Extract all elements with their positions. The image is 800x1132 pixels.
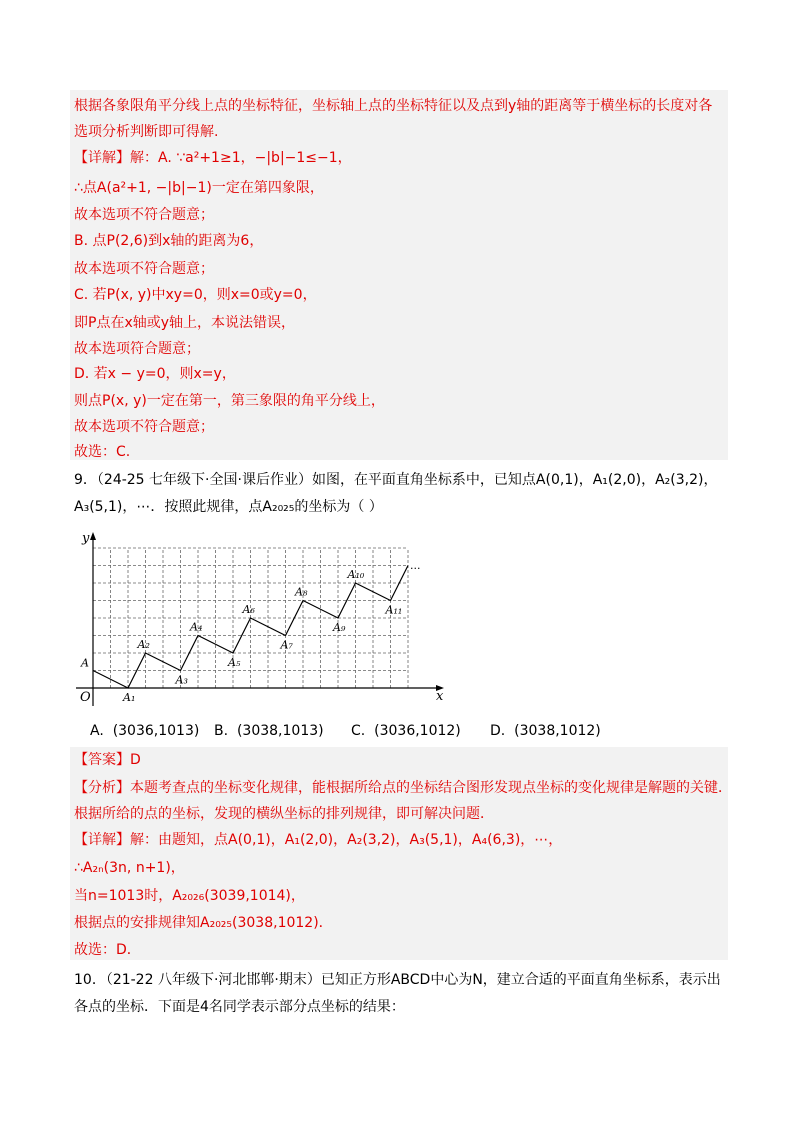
analysis-line: 根据所给的点的坐标，发现的横纵坐标的排列规律，即可解决问题．: [74, 806, 494, 822]
detail-line: C. 若P(x, y)中xy=0，则x=0或y=0，: [74, 287, 317, 303]
option-b-value: (3038,1013): [236, 723, 324, 739]
point-label: A₄: [190, 620, 203, 634]
ellipsis-label: ···: [410, 562, 421, 575]
detail-line: 【详解】解：由题知，点A(0,1)，A₁(2,0)，A₂(3,2)，A₃(5,1)，A₄(6,3)，⋯，: [74, 832, 563, 848]
detail-line: 故选：D．: [74, 942, 141, 958]
option-c-value: (3036,1012): [374, 723, 461, 739]
point-label: A₈: [295, 585, 308, 599]
detail-line: 即P点在x轴或y轴上，本说法错误，: [74, 315, 296, 331]
detail-line: 故本选项不符合题意；: [74, 207, 214, 223]
detail-line: 当n=1013时，A₂₀₂₆(3039,1014)，: [74, 888, 305, 904]
detail-line: 故本选项不符合题意；: [74, 261, 214, 277]
point-label: A₂: [137, 638, 150, 651]
origin-label: O: [80, 690, 91, 705]
option-a-letter: A.: [90, 723, 104, 739]
question-9-line-1: 9．（24-25 七年级下·全国·课后作业）如图，在平面直角坐标系中，已知点A(0,1)，A₁(2,0)，A₂(3,2)，: [74, 472, 718, 488]
point-label: A: [81, 656, 89, 670]
point-label: A₉: [333, 621, 346, 634]
analysis-line-1: 根据各象限角平分线上点的坐标特征，坐标轴上点的坐标特征以及点到y轴的距离等于横坐标的长度对各: [74, 98, 713, 114]
option-b-letter: B.: [214, 723, 229, 739]
option-c: [351, 721, 461, 741]
detail-line: ∴点A(a²+1, −|b|−1)一定在第四象限，: [74, 180, 324, 196]
question-9-line-2: A₃(5,1)，⋯．按照此规律，点A₂₀₂₅的坐标为（ ）: [74, 499, 383, 515]
detail-line: 根据点的安排规律知A₂₀₂₅(3038,1012)．: [74, 915, 333, 931]
axes: [76, 532, 444, 706]
point-label: A₃: [175, 673, 188, 687]
analysis-line-2: 选项分析判断即可得解.: [74, 124, 219, 140]
question-10-line-1: 10．（21-22 八年级下·河北邯郸·期末）已知正方形ABCD中心为N，建立合适的平面直角坐标系，表示出: [74, 972, 721, 988]
point-label: A₆: [242, 603, 255, 616]
option-c-letter: C.: [351, 723, 366, 739]
point-label: A₇: [280, 638, 293, 652]
option-d-value: (3038,1012): [514, 723, 601, 739]
point-label: A₁₁: [385, 603, 403, 617]
option-a: [90, 721, 199, 741]
option-d: [490, 721, 601, 741]
y-axis-arrow: [90, 532, 96, 540]
question-10-line-2: 各点的坐标．下面是4名同学表示部分点坐标的结果：: [74, 999, 405, 1015]
analysis-line: 【分析】本题考查点的坐标变化规律，能根据所给点的坐标结合图形发现点坐标的变化规律是解题的关键．: [74, 780, 732, 796]
y-axis-label: y: [82, 531, 90, 546]
answer-line: 【答案】D: [74, 752, 141, 768]
option-b: [214, 721, 324, 741]
detail-line: 故选：C.: [74, 444, 131, 460]
detail-line: 则点P(x, y)一定在第一，第三象限的角平分线上，: [74, 393, 385, 409]
option-d-letter: D.: [490, 723, 506, 739]
point-label: A₁₀: [347, 568, 365, 581]
detail-line: B. 点P(2,6)到x轴的距离为6，: [74, 233, 264, 249]
x-axis-label: x: [436, 689, 444, 704]
point-label: A₅: [228, 656, 241, 669]
detail-line: D. 若x − y=0，则x=y，: [74, 366, 236, 382]
point-label: A₁: [123, 691, 136, 704]
coordinate-figure: [74, 530, 454, 708]
option-a-value: (3036,1013): [112, 723, 200, 739]
detail-line: 【详解】解：A. ∵a²+1≥1，−|b|−1≤−1，: [74, 150, 352, 166]
detail-line: 故本选项不符合题意；: [74, 419, 214, 435]
detail-line: ∴A₂ₙ(3n, n+1)，: [74, 860, 185, 876]
detail-line: 故本选项符合题意；: [74, 341, 200, 357]
